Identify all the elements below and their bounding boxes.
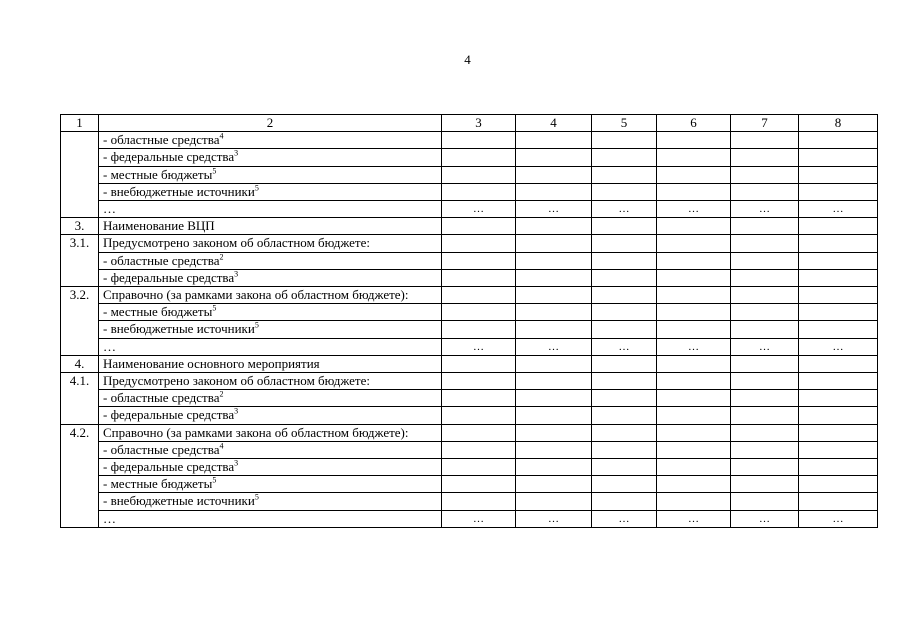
value-cell bbox=[442, 355, 516, 372]
row-label: - областные средства bbox=[103, 132, 220, 148]
row-label: Справочно (за рамками закона об областном бюджете): bbox=[103, 424, 409, 440]
row-label: - местные бюджеты bbox=[103, 166, 213, 182]
row-number-cell bbox=[61, 132, 99, 218]
value-cell bbox=[516, 149, 592, 166]
value-cell: … bbox=[731, 201, 799, 218]
value-cell bbox=[799, 390, 878, 407]
table-row bbox=[61, 476, 878, 493]
value-cell bbox=[516, 287, 592, 304]
value-cell bbox=[516, 476, 592, 493]
row-label-cell bbox=[99, 235, 442, 252]
value-cell bbox=[657, 304, 731, 321]
value-cell bbox=[731, 407, 799, 424]
value-cell bbox=[799, 493, 878, 510]
value-cell: … bbox=[442, 201, 516, 218]
table-row bbox=[61, 390, 878, 407]
row-label: … bbox=[103, 510, 116, 526]
value-cell bbox=[442, 149, 516, 166]
footnote-marker: 5 bbox=[212, 475, 217, 485]
row-label-cell bbox=[99, 269, 442, 286]
value-cell bbox=[592, 441, 657, 458]
value-cell bbox=[799, 269, 878, 286]
table-row bbox=[61, 441, 878, 458]
value-cell: … bbox=[442, 510, 516, 527]
value-cell bbox=[442, 252, 516, 269]
value-cell: … bbox=[799, 201, 878, 218]
table-row bbox=[61, 321, 878, 338]
value-cell bbox=[592, 235, 657, 252]
table-row bbox=[61, 132, 878, 149]
table-row bbox=[61, 493, 878, 510]
table-row bbox=[61, 424, 878, 441]
value-cell bbox=[516, 304, 592, 321]
value-cell bbox=[592, 373, 657, 390]
row-label: - федеральные средства bbox=[103, 149, 235, 165]
value-cell bbox=[516, 183, 592, 200]
value-cell bbox=[592, 424, 657, 441]
footnote-marker: 5 bbox=[212, 166, 217, 176]
row-label: … bbox=[103, 201, 116, 217]
row-label-cell bbox=[99, 321, 442, 338]
footnote-marker: 5 bbox=[254, 321, 259, 331]
row-number-cell: 3.1. bbox=[61, 235, 99, 287]
value-cell bbox=[731, 476, 799, 493]
value-cell bbox=[657, 407, 731, 424]
value-cell: … bbox=[657, 510, 731, 527]
row-label: - областные средства bbox=[103, 390, 220, 406]
footnote-marker: 4 bbox=[219, 441, 224, 451]
footnote-marker: 3 bbox=[234, 407, 239, 417]
value-cell bbox=[731, 166, 799, 183]
value-cell bbox=[442, 459, 516, 476]
value-cell bbox=[657, 321, 731, 338]
value-cell bbox=[731, 459, 799, 476]
value-cell bbox=[731, 424, 799, 441]
value-cell bbox=[442, 235, 516, 252]
value-cell bbox=[442, 166, 516, 183]
value-cell bbox=[799, 252, 878, 269]
row-label-cell bbox=[99, 166, 442, 183]
value-cell bbox=[592, 287, 657, 304]
footnote-marker: 2 bbox=[219, 389, 224, 399]
value-cell: … bbox=[516, 510, 592, 527]
value-cell bbox=[442, 269, 516, 286]
value-cell bbox=[592, 304, 657, 321]
table-body bbox=[61, 132, 878, 528]
row-label: - местные бюджеты bbox=[103, 304, 213, 320]
footnote-marker: 5 bbox=[254, 493, 259, 503]
value-cell bbox=[799, 407, 878, 424]
value-cell bbox=[799, 355, 878, 372]
row-label: Предусмотрено законом об областном бюджете: bbox=[103, 235, 370, 251]
value-cell: … bbox=[592, 338, 657, 355]
column-header: 7 bbox=[731, 115, 799, 132]
value-cell bbox=[442, 373, 516, 390]
column-header: 6 bbox=[657, 115, 731, 132]
table-row bbox=[61, 373, 878, 390]
value-cell bbox=[592, 252, 657, 269]
value-cell bbox=[442, 390, 516, 407]
value-cell: … bbox=[516, 338, 592, 355]
value-cell bbox=[799, 321, 878, 338]
header-row bbox=[61, 115, 878, 132]
value-cell: … bbox=[516, 201, 592, 218]
value-cell bbox=[731, 132, 799, 149]
row-label-cell bbox=[99, 149, 442, 166]
value-cell bbox=[657, 269, 731, 286]
row-label-cell bbox=[99, 424, 442, 441]
footnote-marker: 3 bbox=[234, 269, 239, 279]
value-cell bbox=[731, 321, 799, 338]
column-header: 1 bbox=[61, 115, 99, 132]
row-label: - местные бюджеты bbox=[103, 476, 213, 492]
row-label-cell bbox=[99, 338, 442, 355]
value-cell bbox=[516, 441, 592, 458]
value-cell bbox=[442, 493, 516, 510]
column-header: 5 bbox=[592, 115, 657, 132]
value-cell bbox=[657, 218, 731, 235]
footnote-marker: 4 bbox=[219, 131, 224, 141]
table-row bbox=[61, 269, 878, 286]
row-label: … bbox=[103, 338, 116, 354]
value-cell bbox=[731, 304, 799, 321]
value-cell bbox=[731, 355, 799, 372]
value-cell bbox=[799, 235, 878, 252]
value-cell bbox=[657, 132, 731, 149]
value-cell bbox=[592, 459, 657, 476]
row-label-cell bbox=[99, 304, 442, 321]
table-row bbox=[61, 304, 878, 321]
row-label-cell bbox=[99, 510, 442, 527]
value-cell bbox=[799, 424, 878, 441]
value-cell: … bbox=[442, 338, 516, 355]
row-label-cell bbox=[99, 441, 442, 458]
value-cell: … bbox=[731, 510, 799, 527]
value-cell bbox=[657, 149, 731, 166]
value-cell bbox=[592, 132, 657, 149]
value-cell bbox=[799, 132, 878, 149]
page-number: 4 bbox=[464, 52, 471, 67]
row-label-cell bbox=[99, 201, 442, 218]
table-row bbox=[61, 459, 878, 476]
value-cell bbox=[442, 321, 516, 338]
value-cell: … bbox=[799, 510, 878, 527]
value-cell bbox=[442, 287, 516, 304]
value-cell bbox=[799, 304, 878, 321]
row-label: Наименование основного мероприятия bbox=[103, 355, 320, 371]
row-label-cell bbox=[99, 373, 442, 390]
table-row bbox=[61, 338, 878, 355]
value-cell bbox=[731, 183, 799, 200]
value-cell bbox=[442, 441, 516, 458]
value-cell bbox=[657, 424, 731, 441]
value-cell bbox=[731, 493, 799, 510]
value-cell bbox=[592, 407, 657, 424]
value-cell bbox=[799, 183, 878, 200]
column-header: 2 bbox=[99, 115, 442, 132]
value-cell bbox=[731, 235, 799, 252]
budget-table bbox=[60, 114, 878, 528]
row-label: Наименование ВЦП bbox=[103, 218, 215, 234]
table-row bbox=[61, 218, 878, 235]
row-label-cell bbox=[99, 287, 442, 304]
value-cell bbox=[731, 390, 799, 407]
value-cell bbox=[516, 321, 592, 338]
value-cell bbox=[657, 355, 731, 372]
value-cell bbox=[592, 218, 657, 235]
value-cell bbox=[516, 493, 592, 510]
footnote-marker: 3 bbox=[234, 149, 239, 159]
value-cell: … bbox=[592, 201, 657, 218]
row-label: - областные средства bbox=[103, 252, 220, 268]
value-cell bbox=[516, 132, 592, 149]
row-number-cell: 4. bbox=[61, 355, 99, 372]
value-cell bbox=[799, 218, 878, 235]
row-label-cell bbox=[99, 390, 442, 407]
value-cell bbox=[799, 441, 878, 458]
value-cell bbox=[592, 355, 657, 372]
table-row bbox=[61, 510, 878, 527]
value-cell bbox=[516, 459, 592, 476]
value-cell bbox=[731, 149, 799, 166]
value-cell bbox=[657, 459, 731, 476]
column-header: 8 bbox=[799, 115, 878, 132]
row-label: - внебюджетные источники bbox=[103, 183, 255, 199]
value-cell: … bbox=[731, 338, 799, 355]
value-cell bbox=[731, 287, 799, 304]
value-cell bbox=[657, 476, 731, 493]
value-cell bbox=[592, 321, 657, 338]
table-row bbox=[61, 149, 878, 166]
value-cell bbox=[442, 218, 516, 235]
row-label-cell bbox=[99, 132, 442, 149]
value-cell bbox=[516, 235, 592, 252]
value-cell: … bbox=[657, 201, 731, 218]
value-cell bbox=[592, 183, 657, 200]
footnote-marker: 2 bbox=[219, 252, 224, 262]
value-cell bbox=[657, 390, 731, 407]
value-cell bbox=[799, 459, 878, 476]
table-row bbox=[61, 287, 878, 304]
value-cell bbox=[731, 252, 799, 269]
row-label-cell bbox=[99, 407, 442, 424]
table-row bbox=[61, 355, 878, 372]
value-cell bbox=[657, 287, 731, 304]
value-cell bbox=[731, 441, 799, 458]
footnote-marker: 5 bbox=[212, 303, 217, 313]
column-header: 3 bbox=[442, 115, 516, 132]
row-label-cell bbox=[99, 493, 442, 510]
value-cell bbox=[442, 132, 516, 149]
row-label-cell bbox=[99, 355, 442, 372]
value-cell bbox=[516, 355, 592, 372]
row-label-cell bbox=[99, 476, 442, 493]
table-row bbox=[61, 235, 878, 252]
value-cell bbox=[516, 373, 592, 390]
row-label: - федеральные средства bbox=[103, 269, 235, 285]
value-cell bbox=[799, 166, 878, 183]
row-number-cell: 3. bbox=[61, 218, 99, 235]
row-label-cell bbox=[99, 459, 442, 476]
value-cell bbox=[516, 424, 592, 441]
row-number-cell: 4.2. bbox=[61, 424, 99, 527]
value-cell bbox=[442, 424, 516, 441]
row-label: - областные средства bbox=[103, 441, 220, 457]
footnote-marker: 3 bbox=[234, 458, 239, 468]
value-cell: … bbox=[592, 510, 657, 527]
row-label: - федеральные средства bbox=[103, 407, 235, 423]
row-label-cell bbox=[99, 218, 442, 235]
table-row bbox=[61, 252, 878, 269]
table-row bbox=[61, 201, 878, 218]
value-cell bbox=[516, 218, 592, 235]
row-number-cell: 4.1. bbox=[61, 373, 99, 425]
value-cell bbox=[592, 269, 657, 286]
row-label: - внебюджетные источники bbox=[103, 493, 255, 509]
row-label: Справочно (за рамками закона об областном бюджете): bbox=[103, 287, 409, 303]
row-label-cell bbox=[99, 252, 442, 269]
value-cell bbox=[657, 252, 731, 269]
value-cell bbox=[516, 166, 592, 183]
row-label: Предусмотрено законом об областном бюджете: bbox=[103, 373, 370, 389]
value-cell bbox=[657, 183, 731, 200]
row-number-cell: 3.2. bbox=[61, 287, 99, 356]
table-row bbox=[61, 407, 878, 424]
value-cell bbox=[657, 493, 731, 510]
value-cell bbox=[657, 441, 731, 458]
value-cell bbox=[731, 373, 799, 390]
value-cell bbox=[442, 476, 516, 493]
value-cell bbox=[516, 252, 592, 269]
value-cell bbox=[516, 269, 592, 286]
value-cell bbox=[657, 373, 731, 390]
value-cell bbox=[799, 476, 878, 493]
value-cell bbox=[592, 390, 657, 407]
value-cell bbox=[799, 373, 878, 390]
value-cell bbox=[799, 149, 878, 166]
value-cell bbox=[799, 287, 878, 304]
value-cell bbox=[592, 149, 657, 166]
value-cell bbox=[731, 269, 799, 286]
value-cell bbox=[731, 218, 799, 235]
value-cell: … bbox=[799, 338, 878, 355]
column-header: 4 bbox=[516, 115, 592, 132]
value-cell bbox=[516, 390, 592, 407]
value-cell bbox=[657, 166, 731, 183]
value-cell bbox=[442, 304, 516, 321]
value-cell bbox=[592, 493, 657, 510]
value-cell bbox=[592, 166, 657, 183]
table-row bbox=[61, 166, 878, 183]
value-cell bbox=[657, 235, 731, 252]
row-label-cell bbox=[99, 183, 442, 200]
row-label: - внебюджетные источники bbox=[103, 321, 255, 337]
value-cell bbox=[442, 407, 516, 424]
value-cell bbox=[592, 476, 657, 493]
value-cell bbox=[442, 183, 516, 200]
row-label: - федеральные средства bbox=[103, 459, 235, 475]
value-cell: … bbox=[657, 338, 731, 355]
table-row bbox=[61, 183, 878, 200]
value-cell bbox=[516, 407, 592, 424]
footnote-marker: 5 bbox=[254, 183, 259, 193]
